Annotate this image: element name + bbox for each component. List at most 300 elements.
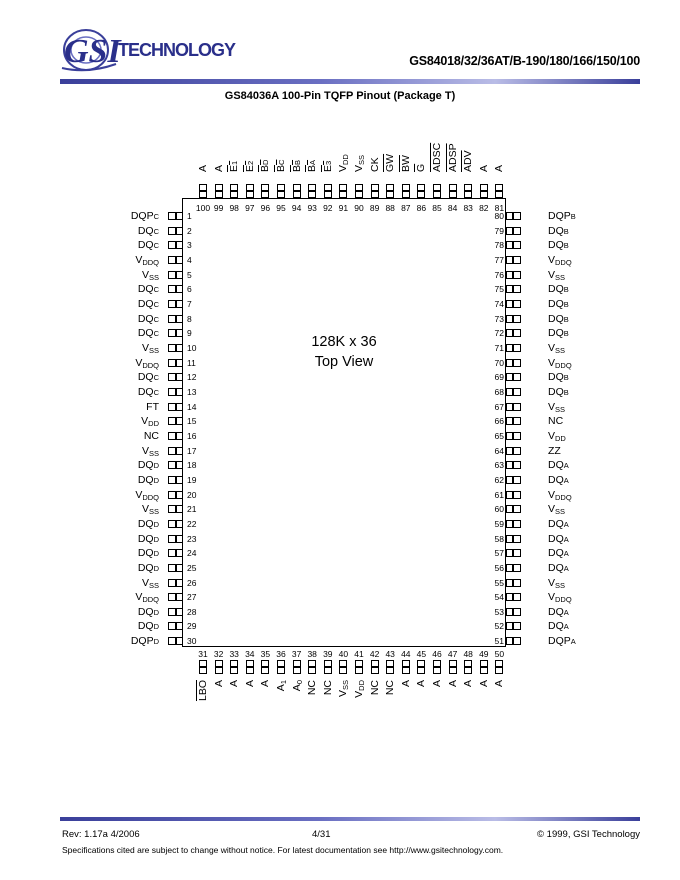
pin-number: 58 — [494, 533, 504, 544]
pin-number: 22 — [187, 518, 197, 529]
pin-pad-left — [168, 344, 176, 352]
pin-number: 12 — [187, 372, 197, 383]
pin-number: 28 — [187, 606, 197, 617]
pin-pad-right — [513, 432, 521, 440]
pin-pad-right — [513, 564, 521, 572]
pin-pad-bottom — [246, 660, 254, 667]
pin-number: 71 — [494, 342, 504, 353]
pin-signal-label: $V_{DDQ}$ — [548, 488, 572, 502]
pin-signal-label: DQD — [137, 532, 159, 545]
pin-signal-label: $A_1$ — [275, 680, 288, 692]
pin-signal-label: DQD — [137, 547, 159, 560]
pin-pad-right — [506, 300, 513, 308]
pin-pad-top — [464, 191, 472, 198]
pin-signal-label: DQC — [137, 371, 159, 384]
pin-pad-right — [506, 227, 513, 235]
pin-pad-top — [386, 191, 394, 198]
pin-pad-bottom — [495, 660, 503, 667]
pin-signal-label: CK — [368, 157, 381, 172]
pin-signal-label: ZZ — [548, 444, 561, 457]
pin-pad-left — [168, 212, 176, 220]
pin-pad-left — [176, 535, 183, 543]
pin-number: 81 — [494, 203, 505, 213]
pin-pad-left — [176, 432, 183, 440]
pin-signal-label: A — [243, 680, 256, 688]
pin-number: 99 — [213, 203, 224, 213]
pin-pad-left — [168, 447, 176, 455]
pin-number: 76 — [494, 269, 504, 280]
pin-signal-label: NC — [384, 680, 397, 696]
pin-pad-top — [402, 184, 410, 191]
pin-pad-top — [277, 184, 285, 191]
pin-pad-right — [513, 608, 521, 616]
chip-capacity-label: 128K x 36 — [311, 334, 377, 350]
pin-pad-right — [513, 622, 521, 630]
pin-pad-left — [168, 241, 176, 249]
pin-signal-label: DQC — [137, 297, 159, 310]
pin-pad-top — [371, 191, 379, 198]
pin-pad-right — [506, 549, 513, 557]
pin-pad-left — [176, 212, 183, 220]
pin-number: 94 — [291, 203, 302, 213]
pin-signal-label: A — [462, 680, 475, 688]
pin-pad-right — [506, 637, 513, 645]
pin-number: 93 — [307, 203, 317, 213]
pin-pad-left — [168, 417, 176, 425]
pin-pad-top — [293, 191, 301, 198]
pin-pad-left — [168, 300, 176, 308]
pin-pad-top — [199, 184, 207, 191]
pin-signal-label: $V_{SS}$ — [141, 576, 159, 590]
footer-divider — [60, 817, 640, 821]
pin-pad-right — [506, 241, 513, 249]
pin-pad-bottom — [215, 660, 223, 667]
pin-number: 79 — [494, 225, 504, 236]
pin-signal-label: BA — [306, 159, 319, 172]
pin-number: 55 — [494, 577, 504, 588]
pin-signal-label: $V_{SS}$ — [548, 576, 566, 590]
chip-view-label: Top View — [314, 354, 374, 370]
pin-pad-right — [506, 505, 513, 513]
pin-number: 97 — [245, 203, 255, 213]
pin-pad-right — [513, 227, 521, 235]
pin-pad-top — [355, 184, 363, 191]
pin-pad-right — [506, 476, 513, 484]
pin-pad-right — [506, 344, 513, 352]
pin-signal-label: $\overline{G}$ — [415, 163, 428, 172]
pin-pad-bottom — [464, 660, 472, 667]
pin-pad-right — [506, 593, 513, 601]
pin-pad-right — [513, 549, 521, 557]
header-divider — [60, 79, 640, 84]
pin-pad-right — [513, 388, 521, 396]
pin-pad-right — [513, 373, 521, 381]
pin-pad-left — [168, 227, 176, 235]
pin-pad-left — [176, 256, 183, 264]
pin-pad-bottom — [246, 667, 254, 674]
pin-pad-bottom — [449, 667, 457, 674]
pin-pad-right — [513, 271, 521, 279]
pin-pad-top — [199, 191, 207, 198]
pin-pad-top — [449, 191, 457, 198]
pin-signal-label: A — [493, 164, 506, 172]
pin-signal-label: DQC — [137, 312, 159, 325]
pin-pad-right — [506, 285, 513, 293]
pin-pad-left — [168, 432, 176, 440]
pin-number: 67 — [494, 401, 504, 412]
pin-pad-bottom — [308, 660, 316, 667]
pin-signal-label: E1 — [228, 160, 241, 172]
pin-pad-right — [506, 579, 513, 587]
pin-signal-label: $V_{DDQ}$ — [548, 356, 572, 370]
pin-signal-label: $\overline{GW}$ — [384, 153, 397, 172]
pin-signal-label: DQC — [137, 283, 159, 296]
pin-number: 35 — [260, 649, 271, 659]
pin-number: 50 — [494, 649, 505, 659]
pin-signal-label: $V_{DDQ}$ — [548, 591, 572, 605]
pin-pad-right — [506, 461, 513, 469]
pin-pad-left — [168, 535, 176, 543]
pin-pad-left — [176, 417, 183, 425]
pin-number: 82 — [479, 203, 489, 213]
pin-pad-bottom — [355, 660, 363, 667]
pin-signal-label: A — [477, 164, 490, 172]
pin-number: 59 — [494, 518, 504, 529]
pin-number: 62 — [494, 474, 504, 485]
diagram-title: GS84036A 100-Pin TQFP Pinout (Package T) — [224, 90, 456, 102]
pin-signal-label: DQA — [548, 605, 569, 618]
pin-pad-bottom — [433, 660, 441, 667]
pin-signal-label: DQD — [137, 620, 159, 633]
pin-pad-bottom — [417, 667, 425, 674]
pin-number: 89 — [369, 203, 380, 213]
pin-pad-left — [176, 491, 183, 499]
pin-signal-label: DQC — [137, 224, 159, 237]
pin-signal-label: E2 — [243, 160, 256, 172]
pin-pad-bottom — [417, 660, 425, 667]
pin-pad-left — [168, 476, 176, 484]
pin-signal-label: DQB — [548, 385, 569, 398]
pin-signal-label: NC — [143, 429, 159, 442]
pin-number: 51 — [494, 636, 504, 647]
pin-number: 86 — [416, 203, 427, 213]
pin-signal-label: A — [415, 680, 428, 688]
pin-pad-bottom — [261, 667, 269, 674]
pin-pad-top — [464, 184, 472, 191]
pin-pad-left — [176, 388, 183, 396]
pin-pad-top — [433, 191, 441, 198]
pin-pad-bottom — [449, 660, 457, 667]
pin-number: 68 — [494, 386, 504, 397]
pin-pad-top — [246, 184, 254, 191]
pin-signal-label: DQB — [548, 327, 569, 340]
pin-pad-right — [513, 359, 521, 367]
pin-signal-label: $\overline{LBO}$ — [197, 680, 209, 702]
pin-pad-bottom — [277, 667, 285, 674]
pin-number: 87 — [401, 203, 411, 213]
pin-signal-label: $V_{SS}$ — [548, 268, 566, 282]
pin-pad-bottom — [480, 660, 488, 667]
pin-signal-label: $V_{DDQ}$ — [135, 488, 159, 502]
pin-number: 77 — [494, 254, 504, 265]
pin-number: 84 — [447, 203, 458, 213]
pin-signal-label: A — [212, 680, 225, 688]
pin-number: 60 — [494, 504, 504, 515]
pin-pad-left — [168, 315, 176, 323]
pin-number: 16 — [187, 430, 197, 441]
package-body — [182, 198, 506, 647]
pin-number: 5 — [187, 269, 192, 280]
pin-pad-top — [215, 191, 223, 198]
pin-pad-top — [495, 191, 503, 198]
pin-signal-label: $V_{DD}$ — [353, 680, 366, 698]
pin-pad-top — [449, 184, 457, 191]
pin-number: 41 — [354, 649, 364, 659]
pin-number: 96 — [260, 203, 271, 213]
pin-number: 91 — [338, 203, 349, 213]
pin-signal-label: DQA — [548, 517, 569, 530]
pin-signal-label: DQB — [548, 297, 569, 310]
pin-pad-bottom — [199, 667, 207, 674]
pin-pad-right — [506, 359, 513, 367]
pin-signal-label: $V_{SS}$ — [141, 444, 159, 458]
pin-pad-left — [176, 403, 183, 411]
pin-number: 57 — [494, 548, 504, 559]
pin-number: 52 — [494, 621, 504, 632]
pin-pad-top — [480, 191, 488, 198]
pin-signal-label: A — [493, 680, 506, 688]
pin-pad-right — [513, 285, 521, 293]
pin-pad-right — [513, 447, 521, 455]
pin-pad-right — [506, 520, 513, 528]
pin-number: 21 — [187, 504, 197, 515]
pin-pad-left — [168, 491, 176, 499]
pin-pad-top — [308, 184, 316, 191]
pin-pad-right — [506, 622, 513, 630]
pin-pad-right — [506, 432, 513, 440]
pin-pad-right — [513, 417, 521, 425]
pin-pad-right — [506, 256, 513, 264]
pin-pad-left — [168, 520, 176, 528]
pin-pad-left — [176, 344, 183, 352]
pin-pad-left — [168, 256, 176, 264]
pin-signal-label: NC — [306, 680, 319, 696]
pin-number: 92 — [323, 203, 333, 213]
pin-number: 66 — [494, 416, 504, 427]
pin-pad-bottom — [230, 667, 238, 674]
pin-number: 38 — [307, 649, 317, 659]
pin-signal-label: FT — [146, 400, 159, 413]
pin-pad-right — [506, 608, 513, 616]
pin-signal-label: DQD — [137, 605, 159, 618]
pin-pad-bottom — [386, 660, 394, 667]
pin-pad-bottom — [308, 667, 316, 674]
pin-number: 54 — [494, 592, 504, 603]
pin-pad-left — [168, 505, 176, 513]
pin-number: 98 — [229, 203, 239, 213]
pin-pad-left — [168, 388, 176, 396]
pin-pad-left — [168, 637, 176, 645]
pin-number: 63 — [494, 460, 504, 471]
pin-pad-bottom — [293, 667, 301, 674]
pin-pad-bottom — [324, 660, 332, 667]
pin-number: 40 — [338, 649, 349, 659]
pin-number: 32 — [213, 649, 224, 659]
pin-pad-left — [168, 593, 176, 601]
pin-pad-top — [339, 191, 347, 198]
pin-pad-right — [513, 256, 521, 264]
pin-number: 14 — [187, 401, 197, 412]
pin-pad-left — [176, 608, 183, 616]
pin-pad-left — [176, 329, 183, 337]
pin-number: 34 — [245, 649, 255, 659]
pin-number: 90 — [354, 203, 364, 213]
pin-pad-right — [513, 505, 521, 513]
pin-pad-bottom — [495, 667, 503, 674]
pin-number: 29 — [187, 621, 197, 632]
pin-signal-label: A — [259, 680, 272, 688]
pin-signal-label: DQB — [548, 312, 569, 325]
footer-notice: Specifications cited are subject to change without notice. For latest documentation see http://www.gsitechnology.com. — [62, 845, 504, 855]
pin-number: 1 — [187, 211, 192, 221]
pin-signal-label: A — [197, 164, 209, 172]
pin-number: 80 — [494, 211, 504, 221]
pin-number: 10 — [187, 342, 197, 353]
pin-signal-label: A — [446, 680, 459, 688]
pin-pad-left — [168, 608, 176, 616]
pin-number: 23 — [187, 533, 197, 544]
pin-signal-label: A — [228, 680, 241, 688]
pin-signal-label: DQC — [137, 385, 159, 398]
pin-pad-left — [176, 359, 183, 367]
pin-pad-bottom — [402, 660, 410, 667]
pin-pad-bottom — [277, 660, 285, 667]
pin-signal-label: DQPB — [548, 210, 576, 222]
pin-number: 6 — [187, 284, 192, 295]
pin-number: 70 — [494, 357, 504, 368]
pin-number: 3 — [187, 240, 192, 251]
pin-pad-top — [386, 184, 394, 191]
pin-pad-top — [417, 191, 425, 198]
pin-pad-right — [513, 476, 521, 484]
pin-signal-label: BD — [259, 159, 272, 172]
pin-number: 48 — [463, 649, 473, 659]
pin-number: 17 — [187, 445, 197, 456]
pin-signal-label: DQPC — [130, 210, 159, 222]
pin-number: 11 — [187, 357, 196, 368]
pin-pad-top — [417, 184, 425, 191]
pin-pad-left — [168, 373, 176, 381]
pin-pad-top — [261, 184, 269, 191]
pin-pad-left — [176, 505, 183, 513]
pin-pad-right — [506, 388, 513, 396]
pin-signal-label: DQB — [548, 239, 569, 252]
pin-number: 83 — [463, 203, 473, 213]
pin-signal-label: DQA — [548, 547, 569, 560]
pin-number: 74 — [494, 298, 504, 309]
pin-pad-right — [513, 637, 521, 645]
pin-signal-label: A — [431, 680, 443, 688]
pin-signal-label: $V_{SS}$ — [548, 341, 566, 355]
pin-pad-top — [402, 191, 410, 198]
pin-pad-top — [215, 184, 223, 191]
pin-pad-bottom — [433, 667, 441, 674]
pin-number: 15 — [187, 416, 197, 427]
pin-pad-bottom — [355, 667, 363, 674]
pin-number: 95 — [276, 203, 286, 213]
pin-number: 85 — [432, 203, 442, 213]
pin-signal-label: $V_{SS}$ — [337, 680, 351, 698]
pin-signal-label: $V_{SS}$ — [548, 400, 566, 414]
pin-pad-left — [176, 622, 183, 630]
pin-pad-right — [513, 491, 521, 499]
pin-pad-top — [371, 184, 379, 191]
pin-signal-label: $\overline{BW}$ — [399, 155, 412, 172]
pin-pad-right — [506, 417, 513, 425]
pin-signal-label: ADSP — [446, 143, 459, 172]
pin-signal-label: $V_{DDQ}$ — [135, 356, 159, 370]
pin-pad-top — [293, 184, 301, 191]
pin-signal-label: DQA — [548, 561, 569, 574]
pin-signal-label: $\overline{ADV}$ — [462, 150, 475, 172]
pin-pad-left — [168, 359, 176, 367]
pin-pad-right — [506, 447, 513, 455]
pin-pad-left — [176, 637, 183, 645]
pin-pad-right — [506, 315, 513, 323]
pin-pad-right — [506, 491, 513, 499]
pin-pad-right — [506, 212, 513, 220]
pin-pad-right — [506, 271, 513, 279]
pin-pad-top — [480, 184, 488, 191]
pin-signal-label: $V_{DDQ}$ — [135, 591, 159, 605]
page-number: 4/31 — [312, 829, 331, 840]
pin-number: 2 — [187, 225, 192, 236]
pin-signal-label: DQD — [137, 561, 159, 574]
pin-pad-bottom — [371, 660, 379, 667]
copyright-text: © 1999, GSI Technology — [537, 829, 640, 840]
pin-pad-right — [513, 461, 521, 469]
pin-number: 53 — [494, 606, 504, 617]
pin-number: 75 — [494, 284, 504, 295]
pin-pad-right — [513, 579, 521, 587]
pin-number: 31 — [198, 649, 208, 659]
pin-pad-right — [513, 300, 521, 308]
pin-pad-left — [176, 285, 183, 293]
pin-pad-left — [176, 461, 183, 469]
pin-pad-top — [433, 184, 441, 191]
pin-pad-left — [176, 300, 183, 308]
pin-signal-label: $V_{SS}$ — [141, 341, 159, 355]
pin-number: 61 — [494, 489, 504, 500]
pin-pad-left — [176, 227, 183, 235]
pin-signal-label: $V_{SS}$ — [548, 503, 566, 517]
pin-pad-top — [246, 191, 254, 198]
pin-pad-left — [176, 579, 183, 587]
pin-pad-bottom — [339, 667, 347, 674]
pin-signal-label: DQA — [548, 532, 569, 545]
pin-pad-right — [513, 520, 521, 528]
pin-signal-label: E3 — [321, 160, 334, 172]
pin-pad-bottom — [339, 660, 347, 667]
pin-pad-left — [176, 241, 183, 249]
pin-number: 8 — [187, 313, 192, 324]
pin-pad-right — [506, 329, 513, 337]
pin-signal-label: ADSC — [431, 142, 443, 172]
pin-number: 27 — [187, 592, 197, 603]
pin-signal-label: DQA — [548, 459, 569, 472]
pin-pad-left — [168, 271, 176, 279]
pin-number: 24 — [187, 548, 197, 559]
